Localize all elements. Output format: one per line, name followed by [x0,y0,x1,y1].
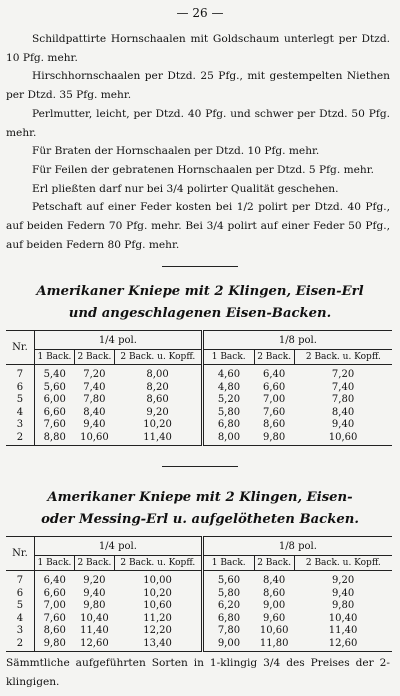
price-cell: 9,20 [331,575,355,586]
table2-heading-line2: oder Messing-Erl u. aufgelötheten Backen. [41,512,359,527]
group-header-right: 1/8 pol. [202,331,392,350]
price-cell: 6,40 [43,575,66,586]
divider [162,266,238,267]
table2-heading-line1: Amerikaner Kniepe mit 2 Klingen, Eisen- [47,490,353,505]
group-header-right: 1/8 pol. [202,537,392,556]
price-cell: 7,60 [43,612,66,624]
column-header: 2 Back. u. Kopff. [294,350,392,365]
price-table-1 [6,330,392,446]
price-cell: 7,40 [83,381,106,393]
price-cell: 8,80 [34,432,74,445]
price-cell: 12,20 [114,625,202,638]
price-cell: 5,80 [217,406,241,418]
footer-text: Sämmtliche aufgeführten Sorten in 1-klingig 3/4 des Preises der 2-klingigen. [6,657,390,688]
price-cell: 11,20 [114,613,202,626]
column-header: 2 Back. [74,350,114,365]
row-number: 3 [6,419,34,432]
price-cell: 10,40 [80,612,109,624]
intro-line: Hirschhornschaalen per Dtzd. 25 Pfg., mit gestempelten Niethen per Dtzd. 35 Pfg. mehr. [6,70,390,102]
column-header: 2 Back. u. Kopff. [114,556,202,571]
price-cell: 6,80 [217,612,241,624]
column-header: 1 Back. [202,556,254,571]
price-cell: 9,80 [34,638,74,651]
column-header: 2 Back. [254,556,294,571]
price-cell: 6,60 [263,381,286,393]
price-cell: 10,20 [114,419,202,432]
price-cell: 7,20 [331,369,355,380]
price-cell: 10,60 [294,432,392,445]
column-header: 2 Back. [254,350,294,365]
column-header: 2 Back. u. Kopff. [294,556,392,571]
intro-line: Erl pließten darf nur bei 3/4 polirter Qualität geschehen. [32,182,339,195]
row-number: 6 [6,382,34,395]
price-cell: 9,00 [263,600,286,612]
table-row [6,613,392,626]
table-row [6,382,392,395]
intro-line: Für Feilen der gebratenen Hornschaalen per Dtzd. 5 Pfg. mehr. [32,163,374,176]
price-table-2 [6,536,392,652]
price-cell: 8,00 [114,365,202,382]
price-cell: 5,80 [217,587,241,599]
price-cell: 5,60 [217,575,241,586]
nr-header: Nr. [6,331,34,365]
price-cell: 10,40 [328,612,358,624]
price-cell: 10,00 [114,571,202,588]
intro-line: Petschaft auf einer Feder kosten bei 1/2 polirt per Dtzd. 40 Pfg., auf beiden Federn 70 Pfg. mehr. Bei 3/4 polirt auf einer Feder 50 Pfg., auf beiden Federn 80 Pfg. mehr. [6,201,390,251]
price-cell: 7,00 [43,600,66,612]
column-header: 1 Back. [34,556,74,571]
price-cell: 7,60 [43,419,66,431]
price-cell: 7,60 [263,406,286,418]
table-row [6,638,392,651]
row-number: 2 [6,432,34,445]
price-cell: 9,40 [331,419,355,431]
row-number: 5 [6,394,34,407]
price-cell: 13,40 [114,638,202,651]
price-cell: 12,60 [294,638,392,651]
price-cell: 8,40 [331,406,355,418]
divider [162,466,238,467]
price-cell: 9,20 [83,575,106,586]
price-cell: 8,60 [114,394,202,407]
price-cell: 8,60 [263,419,286,431]
price-cell: 8,20 [114,382,202,395]
column-header: 2 Back. u. Kopff. [114,350,202,365]
price-cell: 5,40 [43,369,66,380]
table-row [6,407,392,420]
table-row [6,394,392,407]
price-cell: 6,20 [217,600,241,612]
price-cell: 9,80 [331,600,355,612]
price-cell: 6,00 [43,394,66,406]
table-row [6,419,392,432]
price-cell: 6,60 [43,587,66,599]
price-cell: 7,20 [83,369,106,380]
price-cell: 11,40 [328,625,358,637]
price-cell: 8,40 [263,575,286,586]
row-number: 2 [6,638,34,651]
price-cell: 9,40 [83,419,106,431]
price-cell: 9,00 [202,638,254,651]
price-cell: 11,40 [114,432,202,445]
table-row [6,600,392,613]
price-cell: 9,60 [263,612,286,624]
price-cell: 6,60 [43,406,66,418]
group-header-left: 1/4 pol. [34,331,202,350]
price-cell: 8,60 [43,625,66,637]
table1-heading-line1: Amerikaner Kniepe mit 2 Klingen, Eisen-Erl [36,284,364,299]
price-cell: 8,00 [202,432,254,445]
price-cell: 7,00 [263,394,286,406]
price-cell: 11,80 [254,638,294,651]
row-number: 7 [6,365,34,382]
column-header: 2 Back. [74,556,114,571]
price-cell: 7,80 [217,625,241,637]
price-cell: 9,80 [83,600,106,612]
intro-line: Für Braten der Hornschaalen per Dtzd. 10 Pfg. mehr. [32,145,320,158]
price-cell: 8,60 [263,587,286,599]
table-row [6,571,392,588]
price-cell: 8,40 [83,406,106,418]
intro-line: Perlmutter, leicht, per Dtzd. 40 Pfg. und schwer per Dtzd. 50 Pfg. mehr. [6,107,390,139]
price-cell: 4,80 [217,381,241,393]
group-header-left: 1/4 pol. [34,537,202,556]
table-row [6,365,392,382]
price-cell: 6,40 [263,369,286,380]
intro-text [6,30,390,254]
price-cell: 9,20 [114,407,202,420]
price-cell: 10,60 [259,625,289,637]
price-cell: 4,60 [217,369,241,380]
price-cell: 7,80 [331,394,355,406]
page-number: — 26 — [176,6,224,20]
price-cell: 9,40 [83,587,106,599]
row-number: 5 [6,600,34,613]
row-number: 4 [6,613,34,626]
price-cell: 12,60 [74,638,114,651]
price-cell: 9,40 [331,587,355,599]
row-number: 6 [6,588,34,601]
row-number: 3 [6,625,34,638]
price-cell: 11,40 [80,625,109,637]
column-header: 1 Back. [202,350,254,365]
table-row [6,588,392,601]
price-cell: 5,20 [217,394,241,406]
price-cell: 7,40 [331,381,355,393]
row-number: 7 [6,571,34,588]
price-cell: 10,60 [74,432,114,445]
nr-header: Nr. [6,537,34,571]
footer-note [6,654,390,691]
table1-heading-line2: und angeschlagenen Eisen-Backen. [68,306,332,321]
intro-line: Schildpattirte Hornschaalen mit Goldschaum unterlegt per Dtzd. 10 Pfg. mehr. [6,33,390,64]
table-row [6,625,392,638]
price-cell: 10,20 [114,588,202,601]
row-number: 4 [6,407,34,420]
price-cell: 10,60 [114,600,202,613]
price-cell: 6,80 [217,419,241,431]
table-row [6,432,392,445]
price-cell: 9,80 [254,432,294,445]
price-cell: 5,60 [43,381,66,393]
price-cell: 7,80 [83,394,106,406]
column-header: 1 Back. [34,350,74,365]
